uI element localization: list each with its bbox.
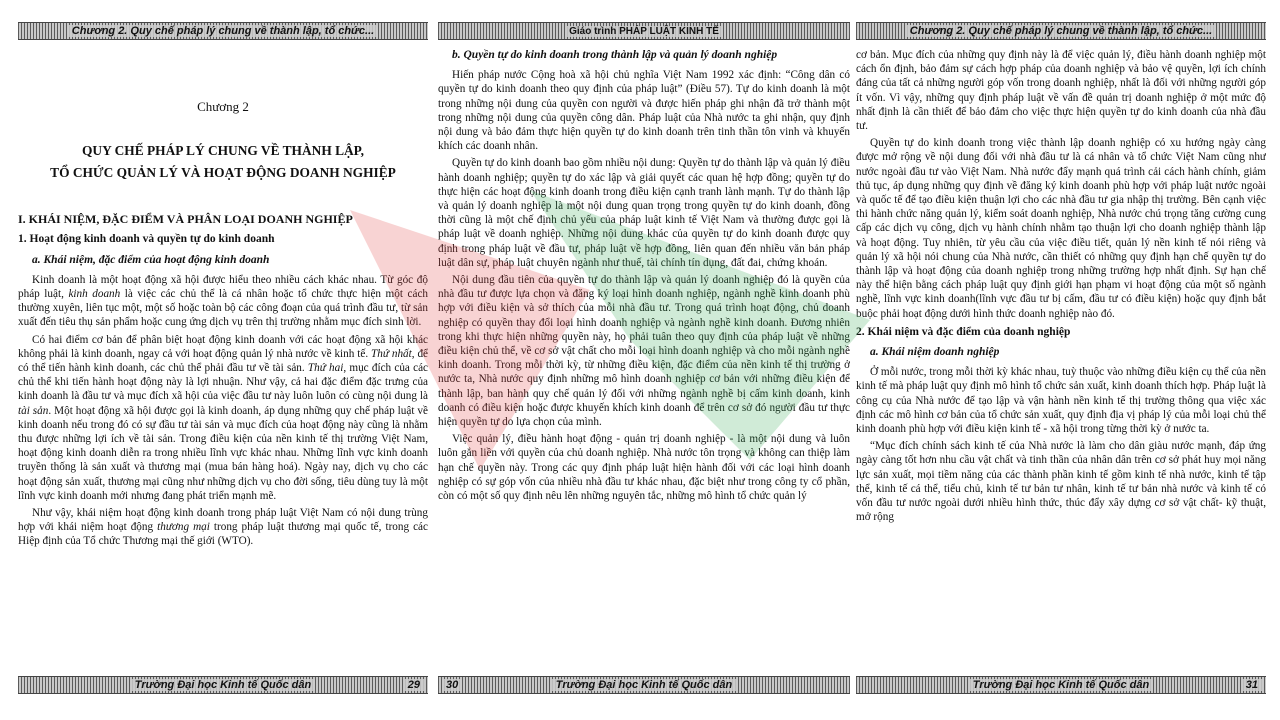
- chapter-title: [18, 140, 428, 184]
- page-footer: [438, 676, 850, 694]
- paragraph: “Mục đích chính sách kinh tế của Nhà nước là làm cho dân giàu nước mạnh, đáp ứng ngày càng tốt hơn nhu cầu vật chất và tinh thần của nhân dân trên cơ sở phát huy mọi năng lực sản xuất, mọi tiềm năng của các thành phần kinh tế gồm kinh tế nhà nước, kinh tế tập thể, kinh tế cá thể, tiểu chủ, kinh tế tư bản tư nhân, kinh tế tư bản nhà nước và kinh tế có vốn đầu tư nước ngoài dưới nhiều hình thức, thúc đẩy xây dựng cơ sở vật chất- kỹ thuật, mở rộng: [856, 440, 1266, 524]
- page-body: [438, 48, 850, 662]
- text-run: . Một hoạt động xã hội được gọi là kinh doanh, áp dụng những quy chế pháp luật về kinh doanh nếu trong đó có sự đầu tư tài sản và mục đích của hoạt động này cũng là nhằm thu được những lợi ích về tài sản. Trong điều kiện của nền kinh tế thị trường Việt Nam, hoạt động kinh doanh diễn ra trong nhiều lĩnh vực khác nhau. Những lĩnh vực kinh doanh truyền thống là sản xuất và thương mại (mua bán hàng hoá). Ngày nay, dịch vụ cho các hoạt động sản xuất, thương mại cũng như những dịch vụ cho đời sống, tiêu dùng tuy là một lĩnh vực kinh doanh mới nhưng đang phát triển mạnh mẽ.: [18, 404, 428, 502]
- chapter-title-line2: TỔ CHỨC QUẢN LÝ VÀ HOẠT ĐỘNG DOANH NGHIỆP: [50, 165, 396, 181]
- text-run: , mục đích của các chủ thể khi tiến hành hoạt động này là lợi nhuận. Như vậy, cả hai đặc điểm đặc trưng của kinh doanh là đầu tư và mục đích xã hội của việc đầu tư này luôn luôn có cùng nội dung là: [18, 362, 428, 403]
- header-text: Chương 2. Quy chế pháp lý chung về thành lập, tổ chức...: [906, 25, 1216, 37]
- footer-text: Trường Đại học Kinh tế Quốc dân: [969, 679, 1153, 691]
- running-header: [438, 22, 850, 40]
- paragraph: Việc quản lý, điều hành hoạt động - quản trị doanh nghiệp - là một nội dung và luôn luôn gắn liền với quyền của chủ doanh nghiệp. Nhà nước tôn trọng và không can thiệp làm hạn chế quyền này. Trong các quy định pháp luật hiện hành đối với các loại hình doanh nghiệp có sự góp vốn của nhiều nhà đầu tư khác nhau, đặc biệt như trong công ty cổ phần, còn có một số quy định nêu lên những nguyên tắc, những mô hình tổ chức quản lý: [438, 433, 850, 503]
- paragraph: Ở mỗi nước, trong mỗi thời kỳ khác nhau, tuỳ thuộc vào những điều kiện cụ thể của nền kinh tế mà pháp luật quy định mô hình tổ chức sản xuất, kinh doanh thích hợp. Pháp luật là công cụ của Nhà nước để tạo lập và vận hành nền kinh tế thị trường thông qua việc xác định các mô hình cơ bản của tổ chức sản xuất, quy định địa vị pháp lý của mỗi loại chủ thể kinh doanh phù hợp với điều kiện kinh tế - xã hội trong từng thời kỳ ở nước ta.: [856, 366, 1266, 436]
- footer-text: Trường Đại học Kinh tế Quốc dân: [131, 679, 315, 691]
- page-number: 31: [1242, 679, 1262, 691]
- header-text: Giáo trình PHÁP LUẬT KINH TẾ: [565, 26, 723, 37]
- chapter-title-line1: QUY CHẾ PHÁP LÝ CHUNG VỀ THÀNH LẬP,: [82, 143, 364, 159]
- emphasis: kinh doanh: [68, 288, 121, 301]
- page-footer: [18, 676, 428, 694]
- paragraph: Nội dung đầu tiên của quyền tự do thành lập và quản lý doanh nghiệp đó là quyền của nhà đầu tư được lựa chọn và đăng ký loại hình doanh nghiệp, ngành nghề kinh doanh phù hợp với điều kiện và sở thích của mỗi nhà đầu tư. Trong quá trình hoạt động, chủ doanh nghiệp có quyền thay đổi loại hình doanh nghiệp và ngành nghề kinh doanh. Đương nhiên trong khi thực hiện những quyền này, họ phải tuân theo quy định của pháp luật về những điều kiện chủ thể, về cơ sở vật chất cho mỗi loại hình doanh nghiệp và cho mỗi ngành nghề kinh doanh. Trong mỗi thời kỳ, từ những điều kiện, đặc điểm của nền kinh tế thị trường ở nước ta, Nhà nước quy định những mô hình doanh nghiệp cơ bản với những điều kiện để thành lập, ban hành quy chế quản lý đối với những ngành nghề bị cấm kinh doanh, kinh doanh có điều kiện hoặc được khuyến khích kinh doanh để trên cơ sở đó người đầu tư thực hiện quyền tự do lựa chọn của mình.: [438, 274, 850, 429]
- text-run: trong pháp luật thương mại quốc tế, trong các Hiệp định của Tổ chức Thương mại thế giới (WTO).: [18, 521, 428, 548]
- subsection-heading: 1. Hoạt động kinh doanh và quyền tự do kinh doanh: [18, 233, 275, 246]
- sub-sub-heading: b. Quyền tự do kinh doanh trong thành lập và quản lý doanh nghiệp: [452, 49, 778, 61]
- page-number: 29: [404, 679, 424, 691]
- paragraph: Quyền tự do kinh doanh bao gồm nhiều nội dung: Quyền tự do thành lập và quản lý điều hành doanh nghiệp; quyền tự do xác lập và giải quyết các quan hệ hợp đồng; quyền tự do thực hiện các hoạt động kinh doanh trong điều kiện cạnh tranh lành mạnh. Tự do thành lập và quản lý doanh nghiệp là một nội dung quan trọng trong quyền tự do kinh doanh, đồng thời cũng là một chế định chủ yếu của pháp luật kinh tế Việt Nam và thường được gọi là pháp luật về doanh nghiệp. Những nội dung khác của quyền tự do kinh doanh được quy định trong pháp luật về đầu tư, pháp luật về hợp đồng, liên quan đến nhiều văn bản pháp luật dân sự, pháp luật chuyên ngành như thuế, tài chính tín dụng, đất đai, chứng khoán.: [438, 157, 850, 269]
- text-run: , để có thể tiến hành kinh doanh, các chủ thể phải đầu tư về tài sản.: [18, 347, 428, 375]
- text-run: Có hai điểm cơ bản để phân biệt hoạt động kinh doanh với các hoạt động xã hội khác không phải là kinh doanh, ngay cả với hoạt động quản lý nhà nước về kinh tế.: [18, 333, 428, 360]
- subsection-heading: 2. Khái niệm và đặc điểm của doanh nghiệp: [856, 325, 1071, 338]
- header-text: Chương 2. Quy chế pháp lý chung về thành lập, tổ chức...: [68, 25, 378, 37]
- paragraph: Quyền tự do kinh doanh trong việc thành lập doanh nghiệp có xu hướng ngày càng được mở rộng về nội dung đối với nhà đầu tư là cá nhân và tổ chức Việt Nam cũng như nước ngoài đầu tư vào Việt Nam. Nhà nước đẩy mạnh quá trình cải cách hành chính, giảm thủ tục, áp dụng những quy định về đăng ký kinh doanh phù hợp với pháp luật nước ngoài và quốc tế để tạo điều kiện thuận lợi cho các nhà đầu tư gia nhập thị trường. Bên cạnh việc thi hành chức năng quản lý, kiểm soát doanh nghiệp, Nhà nước chú trọng tăng cường cung cấp các dịch vụ công, dịch vụ hành chính nhằm tạo thuận lợi cho doanh nghiệp thành lập và hoạt động. Tuy nhiên, từ yêu cầu của việc điều tiết, quản lý nền kinh tế nói riêng và quản lý xã hội nói chung của Nhà nước, cần thiết có những quy định hạn chế quyền tự do thành lập và hoạt động của doanh nghiệp trong những trường hợp nhất định. Sự hạn chế này thể hiện bằng cách pháp luật quy định giới hạn phạm vi hoạt động của một số ngành nghề, lĩnh vực kinh doanh(lĩnh vực đầu tư bị cấm, đầu tư có điều kiện) hoặc quy định bắt buộc phải hoạt động dưới hình thức doanh nghiệp nào đó.: [856, 137, 1266, 320]
- paragraph: Hiến pháp nước Cộng hoà xã hội chủ nghĩa Việt Nam 1992 xác định: “Công dân có quyền tự do kinh doanh theo quy định của pháp luật” (Điều 57). Tự do kinh doanh là một trong những nội dung của quyền con người và được hiến pháp ghi nhận đã trở thành một trong những nội dung của quyền công dân. Pháp luật của Nhà nước ta ghi nhận, quy định nội dung và bảo đảm thực hiện quyền tự do kinh doanh trên tinh thần tôn vinh và khuyến khích các doanh nhân.: [438, 69, 850, 153]
- paragraph: [18, 273, 428, 330]
- paragraph: [18, 506, 428, 549]
- emphasis: tài sản: [18, 404, 49, 417]
- emphasis: Thứ nhất: [371, 347, 412, 360]
- paragraph: [18, 333, 428, 503]
- running-header: [856, 22, 1266, 40]
- running-header: [18, 22, 428, 40]
- page-31: [856, 22, 1266, 694]
- emphasis: Thứ hai: [307, 362, 344, 375]
- chapter-number: Chương 2: [197, 99, 249, 114]
- paragraph: cơ bản. Mục đích của những quy định này là để việc quản lý, điều hành doanh nghiệp một cách ổn định, bảo đảm sự cách hợp pháp của doanh nghiệp và bảo vệ quyền, lợi ích chính đáng của tất cả những người góp vốn trong doanh nghiệp, nhất là đối với những người góp ít vốn. Vì vậy, những quy định pháp luật về vấn đề quản trị doanh nghiệp ở một mức độ nhất định là cần thiết để bảo đảm cho việc thực hiện quyền tự do kinh doanh của nhà đầu tư.: [856, 49, 1266, 133]
- text-run: Như vậy, khái niệm hoạt động kinh doanh trong pháp luật Việt Nam có nội dung trùng hợp với khái niệm hoạt động: [18, 507, 428, 534]
- page-footer: [856, 676, 1266, 694]
- text-run: là việc các chủ thể là cá nhân hoặc tổ chức thực hiện một cách thường xuyên, liên tục một, một số hoặc toàn bộ các công đoạn của quá trình đầu tư, từ sản xuất đến tiêu thụ sản phẩm hoặc cung ứng dịch vụ trên thị trường nhằm mục đích sinh lời.: [18, 288, 428, 329]
- footer-text: Trường Đại học Kinh tế Quốc dân: [552, 679, 736, 691]
- sub-sub-heading: a. Khái niệm, đặc điểm của hoạt động kinh doanh: [32, 253, 270, 266]
- section-heading: I. KHÁI NIỆM, ĐẶC ĐIỂM VÀ PHÂN LOẠI DOANH NGHIỆP: [18, 212, 353, 227]
- emphasis: thương mại: [157, 521, 210, 534]
- page-29: [18, 22, 428, 694]
- page-30: [438, 22, 850, 694]
- text-run: Kinh doanh là một hoạt động xã hội được hiểu theo nhiều cách khác nhau. Từ góc độ pháp luật,: [18, 273, 428, 301]
- sub-sub-heading: a. Khái niệm doanh nghiệp: [870, 346, 1000, 359]
- page-body: [18, 48, 428, 662]
- page-number: 30: [442, 679, 462, 691]
- page-body: [856, 48, 1266, 662]
